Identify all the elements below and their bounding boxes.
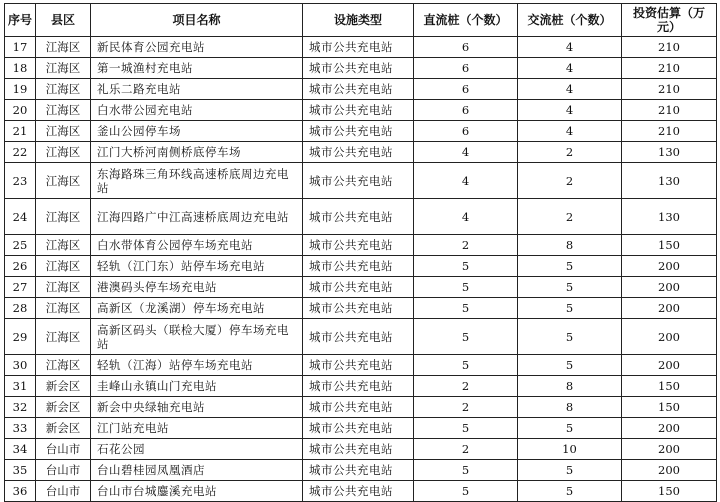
cell-seq: 19 [5, 79, 36, 100]
table-row [5, 355, 717, 376]
table-header-row [5, 4, 717, 37]
cell-ac: 8 [518, 397, 622, 418]
cell-invest: 150 [622, 376, 717, 397]
cell-dc: 2 [414, 235, 518, 256]
cell-project: 轻轨（江门东）站停车场充电站 [91, 256, 303, 277]
cell-invest: 200 [622, 460, 717, 481]
header-seq: 序号 [5, 4, 36, 37]
cell-project: 东海路珠三角环线高速桥底周边充电站 [91, 163, 303, 199]
cell-facility: 城市公共充电站 [303, 376, 414, 397]
cell-seq: 17 [5, 37, 36, 58]
table-row [5, 79, 717, 100]
cell-dc: 2 [414, 439, 518, 460]
cell-ac: 10 [518, 439, 622, 460]
cell-county: 江海区 [36, 58, 91, 79]
cell-invest: 130 [622, 163, 717, 199]
cell-project: 江门站充电站 [91, 418, 303, 439]
cell-seq: 33 [5, 418, 36, 439]
table-body [5, 37, 717, 502]
cell-county: 江海区 [36, 163, 91, 199]
cell-ac: 4 [518, 58, 622, 79]
cell-ac: 5 [518, 319, 622, 355]
cell-ac: 4 [518, 121, 622, 142]
cell-seq: 31 [5, 376, 36, 397]
cell-dc: 6 [414, 100, 518, 121]
cell-county: 台山市 [36, 460, 91, 481]
cell-facility: 城市公共充电站 [303, 121, 414, 142]
cell-county: 江海区 [36, 121, 91, 142]
cell-facility: 城市公共充电站 [303, 58, 414, 79]
cell-dc: 5 [414, 481, 518, 502]
header-invest: 投资估算（万元） [622, 4, 717, 37]
cell-ac: 8 [518, 376, 622, 397]
cell-facility: 城市公共充电站 [303, 79, 414, 100]
cell-dc: 6 [414, 58, 518, 79]
table-row [5, 100, 717, 121]
cell-seq: 22 [5, 142, 36, 163]
table-row [5, 277, 717, 298]
table-row [5, 319, 717, 355]
cell-dc: 5 [414, 277, 518, 298]
cell-invest: 210 [622, 121, 717, 142]
cell-invest: 210 [622, 37, 717, 58]
cell-seq: 21 [5, 121, 36, 142]
cell-facility: 城市公共充电站 [303, 298, 414, 319]
cell-facility: 城市公共充电站 [303, 439, 414, 460]
table-row [5, 418, 717, 439]
cell-project: 新会中央绿轴充电站 [91, 397, 303, 418]
cell-county: 新会区 [36, 376, 91, 397]
cell-ac: 2 [518, 163, 622, 199]
cell-seq: 36 [5, 481, 36, 502]
cell-project: 新民体育公园充电站 [91, 37, 303, 58]
cell-ac: 4 [518, 37, 622, 58]
cell-project: 轻轨（江海）站停车场充电站 [91, 355, 303, 376]
cell-facility: 城市公共充电站 [303, 418, 414, 439]
header-ac: 交流桩（个数） [518, 4, 622, 37]
cell-county: 新会区 [36, 418, 91, 439]
cell-invest: 200 [622, 319, 717, 355]
cell-facility: 城市公共充电站 [303, 460, 414, 481]
cell-county: 江海区 [36, 298, 91, 319]
cell-project: 白水带公园充电站 [91, 100, 303, 121]
cell-dc: 6 [414, 79, 518, 100]
cell-invest: 200 [622, 355, 717, 376]
cell-seq: 35 [5, 460, 36, 481]
cell-county: 江海区 [36, 142, 91, 163]
cell-dc: 6 [414, 121, 518, 142]
cell-ac: 8 [518, 235, 622, 256]
cell-county: 新会区 [36, 397, 91, 418]
cell-invest: 130 [622, 142, 717, 163]
cell-dc: 4 [414, 199, 518, 235]
cell-dc: 5 [414, 355, 518, 376]
cell-dc: 5 [414, 298, 518, 319]
cell-invest: 150 [622, 235, 717, 256]
cell-county: 江海区 [36, 37, 91, 58]
cell-seq: 25 [5, 235, 36, 256]
header-county: 县区 [36, 4, 91, 37]
cell-ac: 5 [518, 481, 622, 502]
header-facility: 设施类型 [303, 4, 414, 37]
cell-dc: 2 [414, 376, 518, 397]
cell-dc: 6 [414, 37, 518, 58]
cell-seq: 30 [5, 355, 36, 376]
cell-dc: 4 [414, 163, 518, 199]
cell-seq: 28 [5, 298, 36, 319]
cell-seq: 32 [5, 397, 36, 418]
cell-county: 江海区 [36, 100, 91, 121]
cell-project: 石花公园 [91, 439, 303, 460]
table-row [5, 298, 717, 319]
cell-invest: 200 [622, 298, 717, 319]
cell-dc: 4 [414, 142, 518, 163]
cell-invest: 210 [622, 79, 717, 100]
table-row [5, 376, 717, 397]
cell-project: 礼乐二路充电站 [91, 79, 303, 100]
header-project: 项目名称 [91, 4, 303, 37]
cell-ac: 5 [518, 298, 622, 319]
cell-ac: 5 [518, 418, 622, 439]
charging-station-table [4, 3, 717, 502]
cell-ac: 4 [518, 100, 622, 121]
cell-facility: 城市公共充电站 [303, 277, 414, 298]
cell-project: 港澳码头停车场充电站 [91, 277, 303, 298]
table-row [5, 199, 717, 235]
cell-county: 江海区 [36, 355, 91, 376]
cell-project: 釜山公园停车场 [91, 121, 303, 142]
cell-facility: 城市公共充电站 [303, 397, 414, 418]
cell-seq: 27 [5, 277, 36, 298]
cell-dc: 5 [414, 418, 518, 439]
cell-project: 台山碧桂园凤凰酒店 [91, 460, 303, 481]
cell-project: 高新区码头（联检大厦）停车场充电站 [91, 319, 303, 355]
cell-facility: 城市公共充电站 [303, 319, 414, 355]
cell-dc: 2 [414, 397, 518, 418]
cell-facility: 城市公共充电站 [303, 481, 414, 502]
table-row [5, 163, 717, 199]
cell-seq: 34 [5, 439, 36, 460]
cell-invest: 200 [622, 277, 717, 298]
cell-facility: 城市公共充电站 [303, 163, 414, 199]
cell-county: 江海区 [36, 235, 91, 256]
cell-dc: 5 [414, 460, 518, 481]
cell-project: 高新区（龙溪湖）停车场充电站 [91, 298, 303, 319]
cell-seq: 20 [5, 100, 36, 121]
cell-project: 白水带体育公园停车场充电站 [91, 235, 303, 256]
cell-ac: 4 [518, 79, 622, 100]
table-row [5, 235, 717, 256]
cell-facility: 城市公共充电站 [303, 355, 414, 376]
table-row [5, 37, 717, 58]
cell-county: 江海区 [36, 256, 91, 277]
cell-ac: 5 [518, 355, 622, 376]
table-row [5, 397, 717, 418]
cell-ac: 2 [518, 142, 622, 163]
cell-invest: 200 [622, 256, 717, 277]
cell-seq: 29 [5, 319, 36, 355]
cell-invest: 150 [622, 481, 717, 502]
cell-ac: 2 [518, 199, 622, 235]
cell-seq: 26 [5, 256, 36, 277]
cell-facility: 城市公共充电站 [303, 199, 414, 235]
cell-county: 江海区 [36, 79, 91, 100]
cell-invest: 210 [622, 100, 717, 121]
cell-ac: 5 [518, 277, 622, 298]
table-row [5, 460, 717, 481]
cell-project: 圭峰山永镇山门充电站 [91, 376, 303, 397]
cell-facility: 城市公共充电站 [303, 256, 414, 277]
table-row [5, 481, 717, 502]
cell-facility: 城市公共充电站 [303, 235, 414, 256]
cell-project: 江门大桥河南侧桥底停车场 [91, 142, 303, 163]
table-row [5, 121, 717, 142]
cell-ac: 5 [518, 256, 622, 277]
cell-seq: 24 [5, 199, 36, 235]
table-row [5, 58, 717, 79]
cell-county: 江海区 [36, 277, 91, 298]
cell-invest: 200 [622, 418, 717, 439]
cell-county: 台山市 [36, 481, 91, 502]
cell-project: 台山市台城鏖溪充电站 [91, 481, 303, 502]
cell-invest: 210 [622, 58, 717, 79]
cell-project: 第一城渔村充电站 [91, 58, 303, 79]
cell-facility: 城市公共充电站 [303, 142, 414, 163]
table-row [5, 439, 717, 460]
header-dc: 直流桩（个数） [414, 4, 518, 37]
cell-invest: 150 [622, 397, 717, 418]
cell-seq: 23 [5, 163, 36, 199]
cell-county: 江海区 [36, 319, 91, 355]
cell-facility: 城市公共充电站 [303, 37, 414, 58]
cell-invest: 200 [622, 439, 717, 460]
table-row [5, 256, 717, 277]
cell-ac: 5 [518, 460, 622, 481]
cell-project: 江海四路广中江高速桥底周边充电站 [91, 199, 303, 235]
cell-county: 台山市 [36, 439, 91, 460]
cell-dc: 5 [414, 256, 518, 277]
cell-seq: 18 [5, 58, 36, 79]
cell-dc: 5 [414, 319, 518, 355]
table-row [5, 142, 717, 163]
cell-facility: 城市公共充电站 [303, 100, 414, 121]
cell-county: 江海区 [36, 199, 91, 235]
cell-invest: 130 [622, 199, 717, 235]
